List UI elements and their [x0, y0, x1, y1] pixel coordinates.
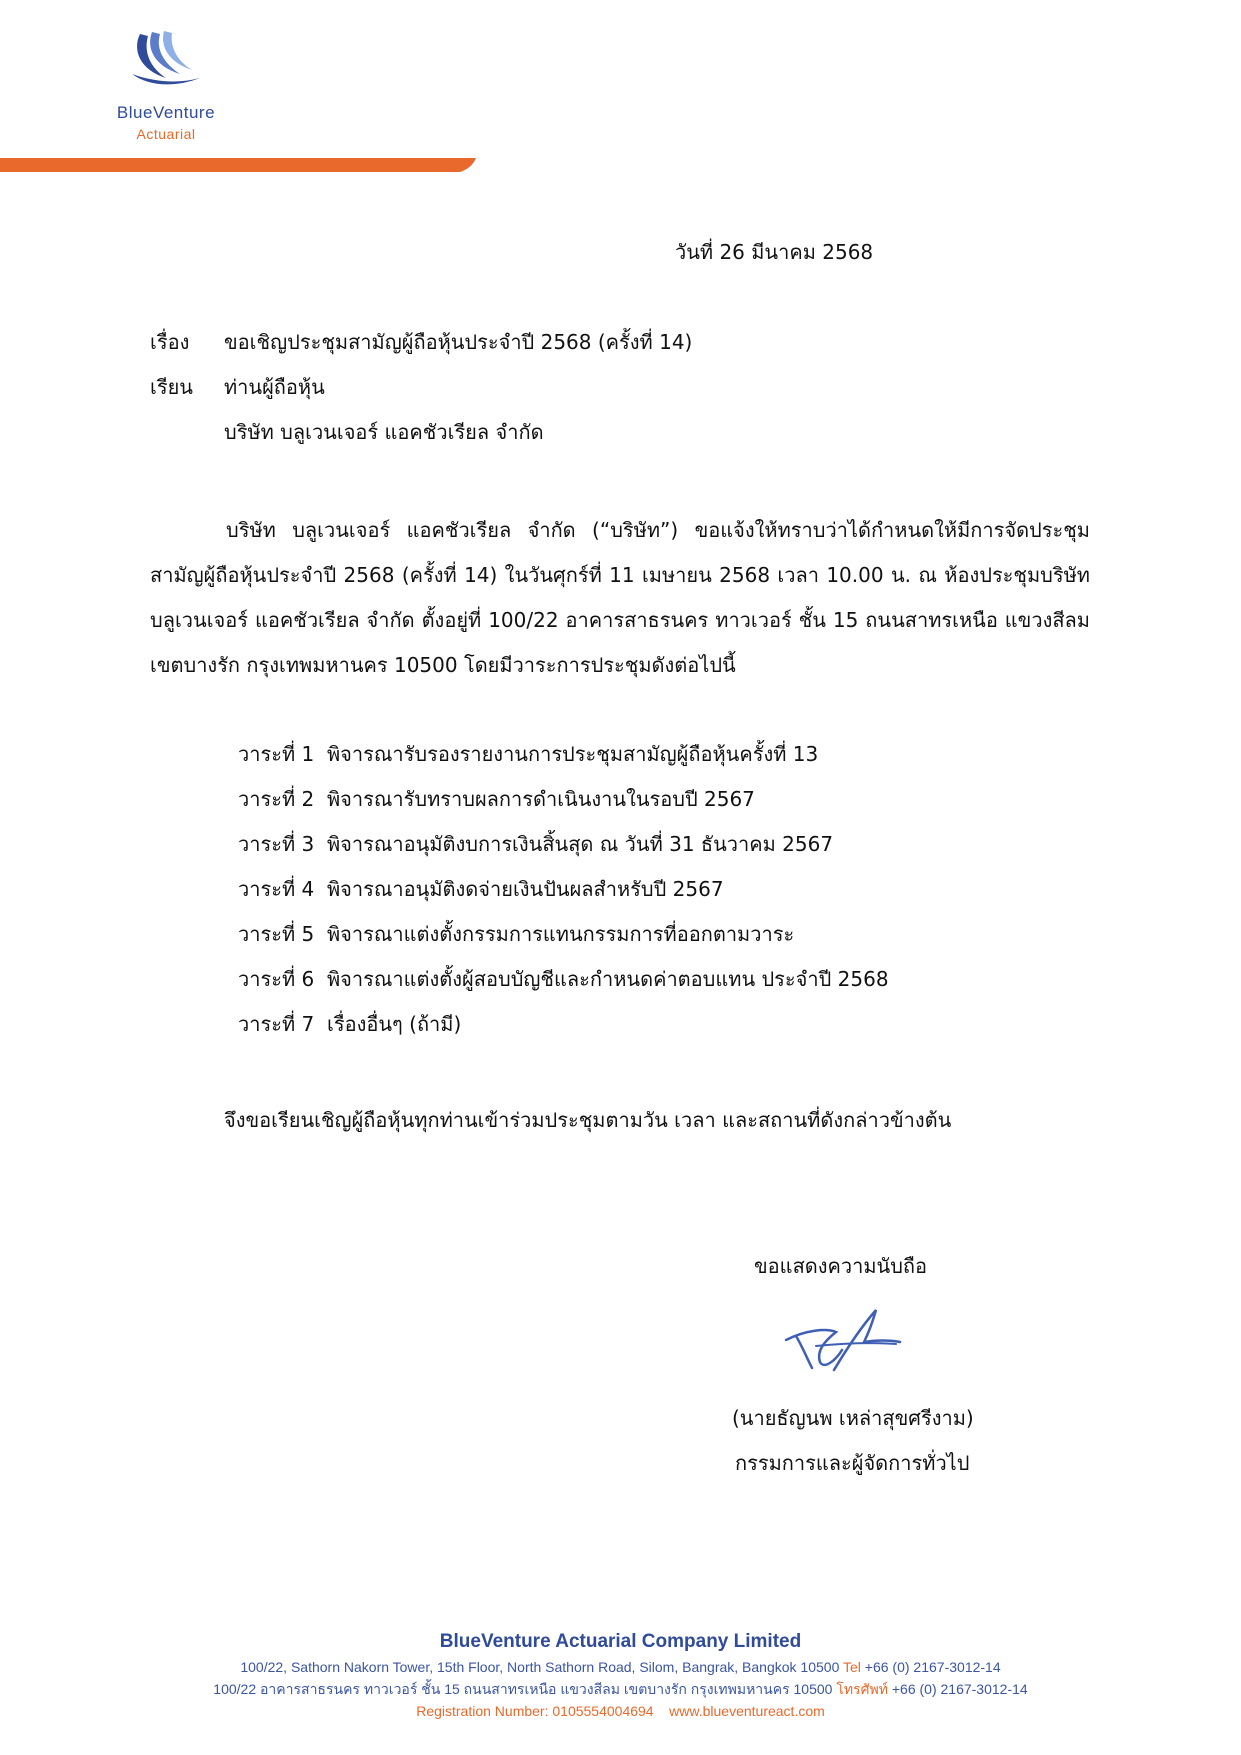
footer-tel-th: +66 (0) 2167-3012-14: [891, 1681, 1028, 1697]
agenda-list: [238, 732, 889, 1047]
agenda-text: เรื่องอื่นๆ (ถ้ามี): [327, 1012, 462, 1036]
footer-tel-label-en: Tel: [843, 1659, 861, 1675]
footer-address-en-line: [0, 1656, 1241, 1678]
agenda-number: วาระที่ 5: [238, 922, 315, 946]
recipient-line-1: ท่านผู้ถือหุ้น: [224, 375, 325, 399]
letter-date: วันที่ 26 มีนาคม 2568: [675, 240, 874, 264]
footer-address-th: 100/22 อาคารสาธรนคร ทาวเวอร์ ชั้น 15 ถนนสาทรเหนือ แขวงสีลม เขตบางรัก กรุงเทพมหานคร 10500: [213, 1681, 833, 1697]
wave-swoosh-icon: [126, 30, 206, 90]
closing-text: จึงขอเรียนเชิญผู้ถือหุ้นทุกท่านเข้าร่วมประชุมตามวัน เวลา และสถานที่ดังกล่าวข้างต้น: [224, 1108, 952, 1132]
agenda-item: [238, 732, 889, 777]
agenda-item: [238, 777, 889, 822]
recipient-label: เรียน: [150, 375, 193, 399]
signer-position: กรรมการและผู้จัดการทั่วไป: [735, 1451, 970, 1475]
regards-text: ขอแสดงความนับถือ: [754, 1254, 928, 1278]
agenda-text: พิจารณารับรองรายงานการประชุมสามัญผู้ถือหุ้นครั้งที่ 13: [327, 742, 819, 766]
subject-label: เรื่อง: [150, 330, 190, 354]
agenda-number: วาระที่ 7: [238, 1012, 315, 1036]
footer-tel-label-th: โทรศัพท์: [836, 1681, 888, 1697]
logo-sub-text: Actuarial: [136, 126, 196, 142]
footer-address-en: 100/22, Sathorn Nakorn Tower, 15th Floor, North Sathorn Road, Silom, Bangrak, Bangkok 10500: [240, 1659, 840, 1675]
agenda-number: วาระที่ 3: [238, 832, 315, 856]
agenda-item: [238, 822, 889, 867]
agenda-text: พิจารณาอนุมัติงบการเงินสิ้นสุด ณ วันที่ 31 ธันวาคม 2567: [327, 832, 834, 856]
agenda-text: พิจารณาอนุมัติงดจ่ายเงินปันผลสำหรับปี 2567: [327, 877, 724, 901]
footer-tel-en: +66 (0) 2167-3012-14: [864, 1659, 1001, 1675]
signer-name: (นายธัญนพ เหล่าสุขศรีงาม): [732, 1406, 974, 1430]
agenda-item: [238, 912, 889, 957]
letter-footer: [0, 1628, 1241, 1722]
agenda-item: [238, 867, 889, 912]
orange-header-bar: [0, 158, 476, 172]
company-logo: [96, 30, 236, 145]
agenda-number: วาระที่ 4: [238, 877, 315, 901]
body-paragraph: บริษัท บลูเวนเจอร์ แอคชัวเรียล จำกัด (“บริษัท”) ขอแจ้งให้ทราบว่าได้กำหนดให้มีการจัดประชุมสามัญผู้ถือหุ้นประจำปี 2568 (ครั้งที่ 14) ในวันศุกร์ที่ 11 เมษายน 2568 เวลา 10.00 น. ณ ห้องประชุมบริษัท บลูเวนเจอร์ แอคชัวเรียล จำกัด ตั้งอยู่ที่ 100/22 อาคารสาธรนคร ทาวเวอร์ ชั้น 15 ถนนสาทรเหนือ แขวงสีลม เขตบางรัก กรุงเทพมหานคร 10500 โดยมีวาระการประชุมดังต่อไปนี้: [150, 518, 1090, 677]
footer-address-th-line: [0, 1678, 1241, 1700]
agenda-number: วาระที่ 1: [238, 742, 315, 766]
agenda-text: พิจารณาแต่งตั้งผู้สอบบัญชีและกำหนดค่าตอบแทน ประจำปี 2568: [327, 967, 889, 991]
logo-brand-text: BlueVenture: [116, 103, 216, 122]
footer-website-link[interactable]: www.blueventureact.com: [669, 1703, 825, 1719]
agenda-text: พิจารณาแต่งตั้งกรรมการแทนกรรมการที่ออกตามวาระ: [327, 922, 795, 946]
recipient-line-2: บริษัท บลูเวนเจอร์ แอคชัวเรียล จำกัด: [224, 420, 544, 444]
agenda-number: วาระที่ 2: [238, 787, 315, 811]
footer-registration: Registration Number: 0105554004694: [416, 1703, 654, 1719]
subject-value: ขอเชิญประชุมสามัญผู้ถือหุ้นประจำปี 2568 (ครั้งที่ 14): [224, 330, 693, 354]
agenda-text: พิจารณารับทราบผลการดำเนินงานในรอบปี 2567: [327, 787, 755, 811]
agenda-number: วาระที่ 6: [238, 967, 315, 991]
footer-registration-line: [0, 1700, 1241, 1722]
agenda-item: [238, 957, 889, 1002]
footer-company-name: BlueVenture Actuarial Company Limited: [439, 1631, 802, 1652]
agenda-item: [238, 1002, 889, 1047]
handwritten-signature: [776, 1300, 906, 1380]
